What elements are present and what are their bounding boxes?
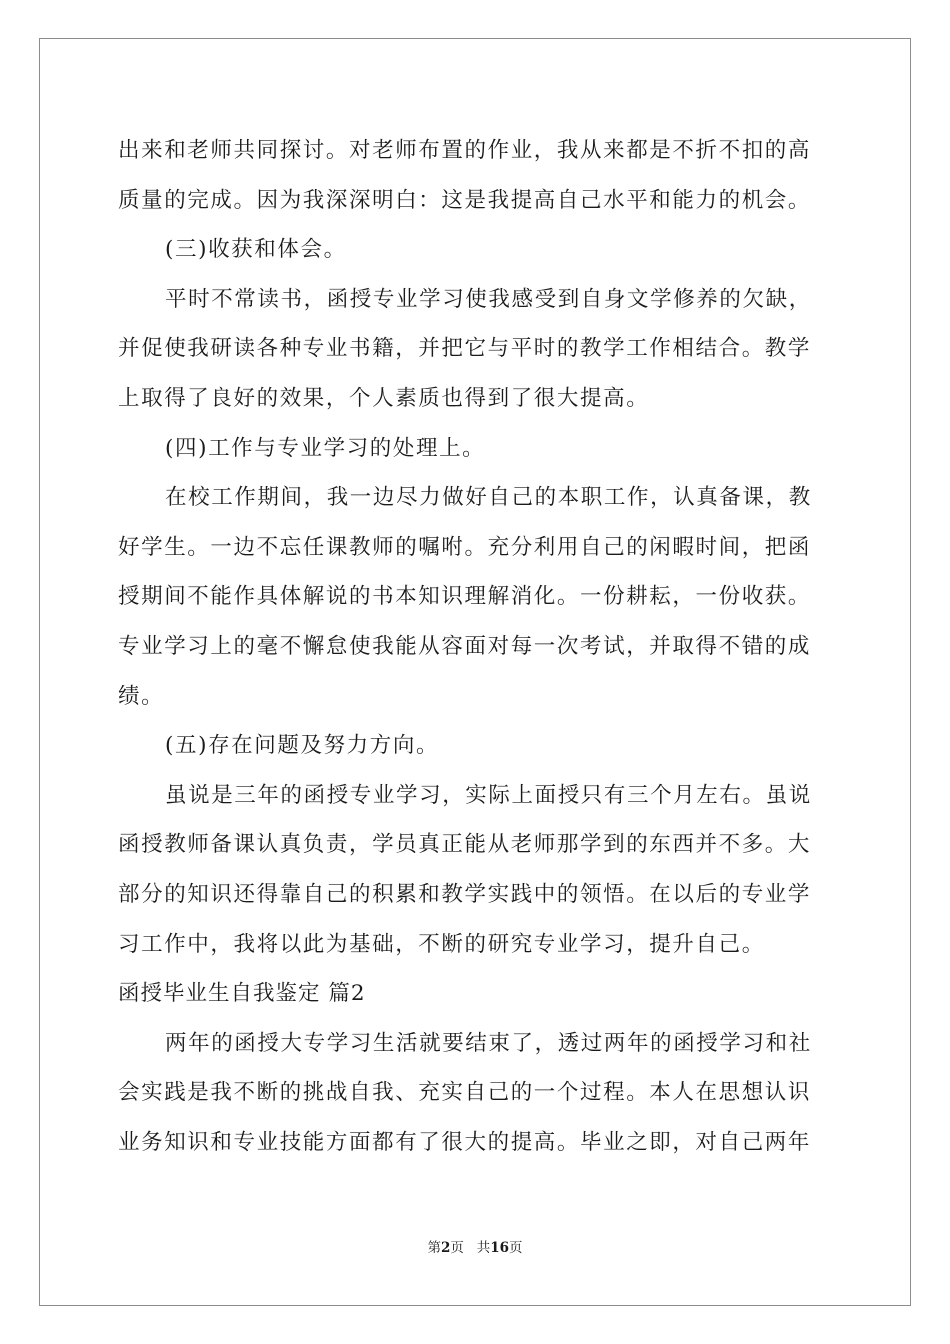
page-footer [0,1236,950,1256]
text-line: 习工作中，我将以此为基础，不断的研究专业学习，提升自己。 [118,931,765,957]
document-body [118,126,836,1167]
text-line: 部分的知识还得靠自己的积累和教学实践中的领悟。在以后的专业学 [118,881,812,907]
text-line: 绩。 [118,683,165,709]
total-pages-number: 16 [490,1240,510,1256]
text-line: 上取得了良好的效果，个人素质也得到了很大提高。 [118,385,650,411]
text-line: 函授教师备课认真负责，学员真正能从老师那学到的东西并不多。大 [118,832,812,858]
section-heading: (四)工作与专业学习的处理上。 [165,435,486,461]
current-page-number: 2 [440,1240,451,1256]
footer-middle: 页 共 [450,1240,491,1256]
text-line: 并促使我研读各种专业书籍，并把它与平时的教学工作相结合。教学 [118,336,812,362]
text-line: 平时不常读书，函授专业学习使我感受到自身文学修养的欠缺， [165,286,812,312]
text-line: 虽说是三年的函授专业学习，实际上面授只有三个月左右。虽说 [165,782,812,808]
text-line: 两年的函授大专学习生活就要结束了，透过两年的函授学习和社 [165,1030,812,1056]
article-title: 函授毕业生自我鉴定 篇2 [118,981,366,1007]
footer-suffix: 页 [509,1240,523,1256]
text-line: 专业学习上的毫不懈怠使我能从容面对每一次考试，并取得不错的成 [118,633,812,659]
text-line: 业务知识和专业技能方面都有了很大的提高。毕业之即，对自己两年 [118,1129,812,1155]
text-line: 质量的完成。因为我深深明白：这是我提高自己水平和能力的机会。 [118,187,812,213]
text-line: 授期间不能作具体解说的书本知识理解消化。一份耕耘，一份收获。 [118,584,812,610]
text-line: 会实践是我不断的挑战自我、充实自己的一个过程。本人在思想认识 [118,1080,812,1106]
footer-prefix: 第 [427,1240,441,1256]
text-line: 在校工作期间，我一边尽力做好自己的本职工作，认真备课，教 [165,485,812,511]
text-line: 好学生。一边不忘任课教师的嘱咐。充分利用自己的闲暇时间，把函 [118,534,812,560]
section-heading: (三)收获和体会。 [165,237,347,263]
section-heading: (五)存在问题及努力方向。 [165,733,440,759]
text-line: 出来和老师共同探讨。对老师布置的作业，我从来都是不折不扣的高 [118,138,812,163]
